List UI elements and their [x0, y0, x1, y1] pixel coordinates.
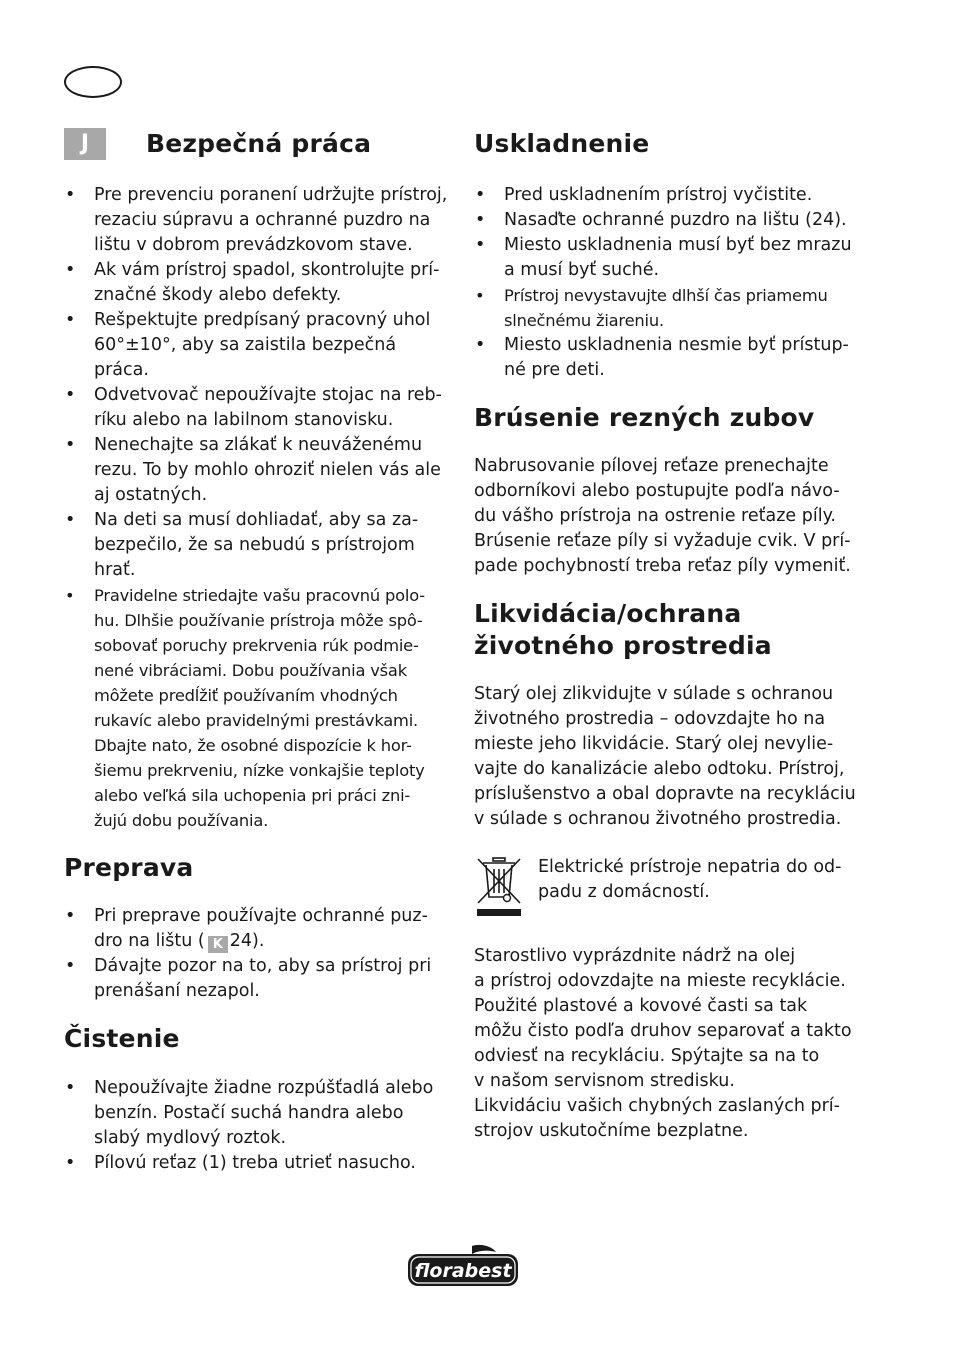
- list-item: • Nepoužívajte žiadne rozpúšťadlá alebo benzín. Postačí suchá handra alebo slabý mydlový roztok.: [64, 1076, 452, 1151]
- crossed-out-bin-icon: [474, 855, 524, 917]
- disposal-title: Likvidácia/ochrana životného prostredia: [474, 599, 772, 660]
- list-item: • Miesto uskladnenia nesmie byť prístup- né pre deti.: [474, 333, 864, 383]
- list-item: • Miesto uskladnenia musí byť bez mrazu a musí byť suché.: [474, 233, 864, 283]
- list-item: • Na deti sa musí dohliadať, aby sa za- bezpečilo, že sa nebudú s prístrojom hrať.: [64, 508, 452, 583]
- storage-list: [474, 183, 864, 383]
- list-item: • Odvetvovač nepoužívajte stojac na reb- ríku alebo na labilnom stanovisku.: [64, 383, 452, 433]
- safety-list: [64, 183, 452, 833]
- list-item: • Prístroj nevystavujte dlhší čas priamemu slnečnému žiareniu.: [474, 283, 864, 333]
- transport-list: [64, 904, 452, 1004]
- safety-title: Bezpečná práca: [146, 129, 372, 158]
- section-badge: J: [64, 128, 106, 160]
- right-column: [474, 128, 864, 1144]
- left-column: [64, 128, 452, 1176]
- storage-title: Uskladnenie: [474, 129, 650, 158]
- cleaning-title: Čistenie: [64, 1024, 180, 1053]
- list-item: • Nasaďte ochranné puzdro na lištu (24).: [474, 208, 864, 233]
- sharpening-title: Brúsenie rezných zubov: [474, 403, 815, 432]
- list-item: • Pred uskladnením prístroj vyčistite.: [474, 183, 864, 208]
- weee-notice: [474, 855, 864, 917]
- transport-title: Preprava: [64, 853, 194, 882]
- figure-ref-badge: K: [208, 936, 228, 953]
- florabest-logo: [406, 1244, 520, 1288]
- list-item: • Nenechajte sa zlákať k neuváženému rezu. To by mohlo ohroziť nielen vás ale aj ostatných.: [64, 433, 452, 508]
- recycling-paragraph: Starostlivo vyprázdnite nádrž na olej a prístroj odovzdajte na mieste recyklácie. Použité plastové a kovové časti sa tak môžu čisto podľa druhov separovať a takto odviesť na recykláciu. Spýtajte sa na to v našom servisnom stredisku. Likvidáciu vašich chybných zaslaných prí- strojov uskutočníme bezplatne.: [474, 946, 852, 1141]
- list-item: • Rešpektujte predpísaný pracovný uhol 60°±10°, aby sa zaistila bezpečná práca.: [64, 308, 452, 383]
- language-oval: [64, 66, 122, 98]
- list-item: • Dávajte pozor na to, aby sa prístroj pri prenášaní nezapol.: [64, 954, 452, 1004]
- list-item: • Ak vám prístroj spadol, skontrolujte prí- značné škody alebo defekty.: [64, 258, 452, 308]
- cleaning-list: [64, 1076, 452, 1176]
- safety-heading-row: [64, 128, 452, 160]
- disposal-paragraph: Starý olej zlikvidujte v súlade s ochranou životného prostredia – odovzdajte ho na mieste jeho likvidácie. Starý olej nevylie- vajte do kanalizácie alebo odtoku. Prístroj, príslušenstvo a obal dopravte na recykláciu v súlade s ochranou životného prostredia.: [474, 684, 856, 829]
- list-item: • Pre prevenciu poranení udržujte prístroj, rezaciu súpravu a ochranné puzdro na lištu v dobrom prevádzkovom stave.: [64, 183, 452, 258]
- logo-wordmark: florabest: [414, 1260, 512, 1282]
- list-item: • Pri preprave používajte ochranné puz- dro na lištu ( K 24).: [64, 904, 452, 954]
- list-item: • Pílovú reťaz (1) treba utrieť nasucho.: [64, 1151, 452, 1176]
- weee-text: Elektrické prístroje nepatria do od- padu z domácností.: [538, 857, 842, 902]
- sharpening-paragraph: Nabrusovanie pílovej reťaze prenechajte odborníkovi alebo postupujte podľa návo- du vášho prístroja na ostrenie reťaze píly. Brúsenie reťaze píly si vyžaduje cvik. V prí- pade pochybností treba reťaz píly vymeniť.: [474, 456, 851, 576]
- list-item: • Pravidelne striedajte vašu pracovnú polo- hu. Dlhšie používanie prístroja môže spô- sobovať poruchy prekrvenia rúk podmie- nené vibráciami. Dobu používania však môžete predĺžiť používaním vhodných rukavíc alebo pravidelnými prestávkami. Dbajte nato, že osobné dispozície k hor- šiemu prekrveniu, nízke vonkajšie teploty alebo veľká sila uchopenia pri práci zni- žujú dobu používania.: [64, 583, 452, 833]
